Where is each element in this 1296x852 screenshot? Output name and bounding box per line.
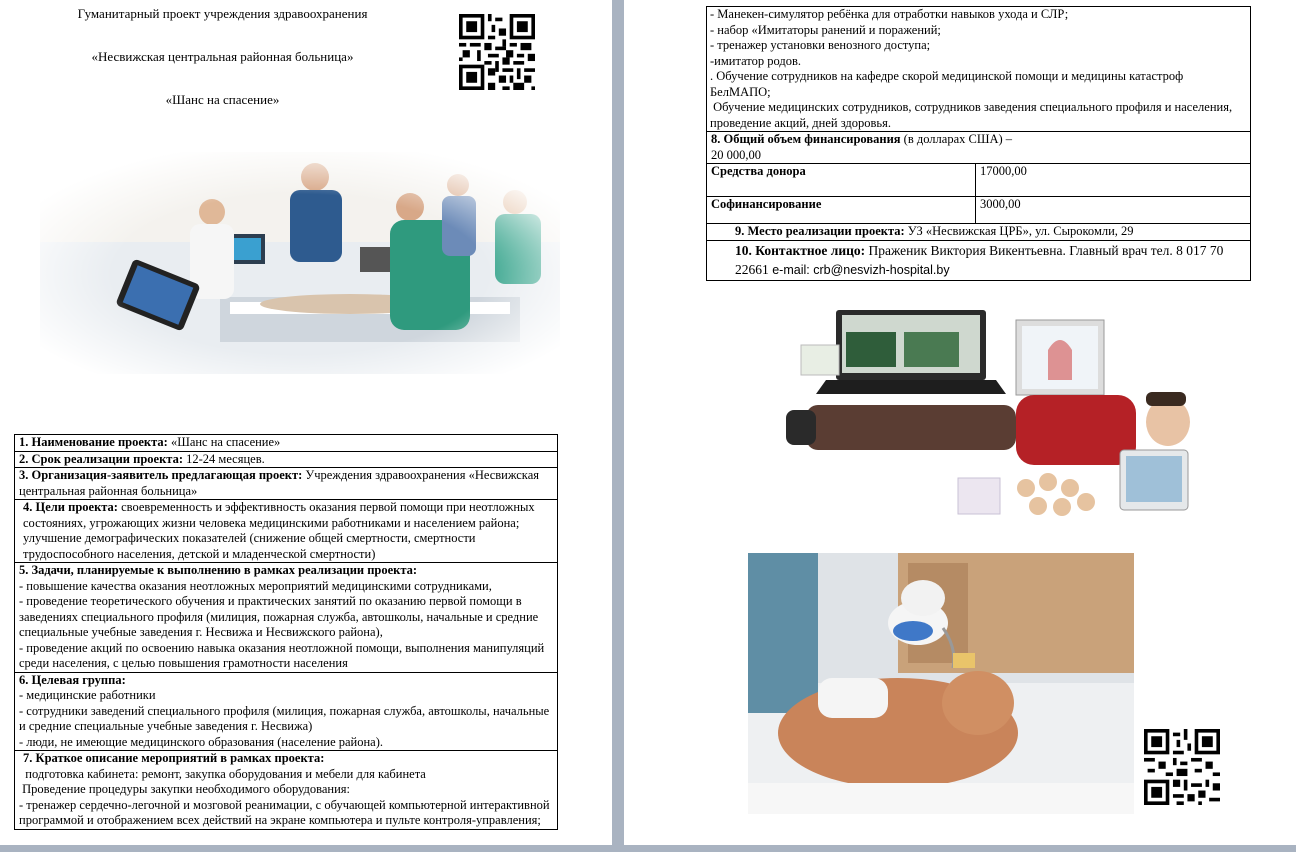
applicant-label: 3. Организация-заявитель предлагающая проект:	[19, 468, 303, 482]
project-name-label: 1. Наименование проекта:	[19, 435, 168, 449]
equipment-line-3: - тренажер установки венозного доступа;	[710, 38, 931, 52]
tasks-line-3: - проведение акций по освоению навыка оказания неотложной помощи, выполнения манипуляций среди населения, с целью повышения грамотности населения	[19, 640, 545, 670]
email-value[interactable]: crb@nesvizh-hospital.by	[809, 262, 950, 277]
tasks-label: 5. Задачи, планируемые к выполнению в рамках реализации проекта:	[19, 563, 418, 577]
activities-line-3: - тренажер сердечно-легочной и мозговой реанимации, с обучающей компьютерной интерактивной программой и отображением всех действий на экране компьютера и пульте контроля-управления;	[19, 797, 550, 827]
place-value: УЗ «Несвижская ЦРБ», ул. Сырокомли, 29	[904, 224, 1134, 238]
cofinancing-label: Софинансирование	[711, 197, 822, 211]
project-table-right	[706, 6, 1251, 281]
project-name-row	[15, 435, 558, 452]
project-term-label: 2. Срок реализации проекта:	[19, 451, 183, 466]
cofinancing-value: 3000,00	[980, 197, 1021, 211]
equipment-line-4: -имитатор родов.	[710, 53, 801, 68]
goals-label: 4. Цели проекта:	[23, 500, 118, 514]
contact-row	[707, 240, 1251, 280]
target-group-row	[15, 672, 558, 751]
target-group-line-3: - люди, не имеющие медицинского образования (население района).	[19, 734, 384, 749]
equipment-line-1: - Манекен-симулятор ребёнка для отработки навыков ухода и СЛР;	[710, 7, 1069, 21]
place-row	[707, 224, 1251, 241]
funding-label: 8. Общий объем финансирования	[711, 132, 901, 146]
applicant-row	[15, 468, 558, 500]
cofinancing-row	[707, 197, 1251, 224]
target-group-label: 6. Целевая группа:	[19, 672, 126, 687]
project-term-row	[15, 451, 558, 468]
equipment-line-5: . Обучение сотрудников на кафедре скорой медицинской помощи и медицины катастроф БелМАПО;	[710, 69, 1184, 99]
qr-code-icon	[1144, 729, 1220, 805]
left-page	[0, 0, 612, 845]
activities-row	[15, 751, 558, 830]
funding-total-row	[707, 132, 1251, 164]
project-name-value: «Шанс на спасение»	[167, 435, 281, 449]
header-line-3: «Шанс на спасение»	[165, 92, 280, 107]
funding-total: 20 000,00	[711, 147, 761, 162]
goals-value: своевременность и эффективность оказания первой помощи при неотложных состояниях, угрожающих жизни человека медицинскими работниками и населением района; улучшение демографических показателей (снижение общей смертности, смертности трудоспособного населения, детской и младенческой смертности)	[23, 500, 535, 561]
goals-row	[15, 500, 558, 563]
donor-row	[707, 164, 1251, 197]
contact-value: Праженик Виктория Викентьевна. Главный врач тел. 8 017 70 22661	[735, 242, 1224, 277]
qr-code-icon	[459, 14, 535, 90]
donor-value: 17000,00	[980, 164, 1027, 178]
infant-manikin-ventilation-photo	[748, 553, 1134, 814]
place-label: 9. Место реализации проекта:	[735, 224, 905, 238]
funding-unit: (в долларах США) –	[900, 132, 1013, 146]
equipment-line-6: Обучение медицинских сотрудников, сотрудников заведения специального профиля и населения, проведение акций, дней здоровья.	[710, 100, 1236, 130]
medical-team-training-photo	[40, 152, 560, 374]
project-term-value: 12-24 месяцев.	[183, 451, 265, 466]
activities-line-1: подготовка кабинета: ремонт, закупка оборудования и мебели для кабинета	[19, 766, 426, 781]
tasks-line-2: - проведение теоретического обучения и практических занятий по оказанию первой помощи в заведениях специального профиля (милиция, пожарная служба, автошколы, начальные и средние специальные учебные заведения г. Несвижа и Несвижского района),	[19, 594, 539, 639]
tasks-row	[15, 563, 558, 673]
activities-label: 7. Краткое описание мероприятий в рамках проекта:	[23, 751, 325, 765]
right-page	[624, 0, 1296, 845]
equipment-line-2: - набор «Имитаторы ранений и поражений;	[710, 22, 941, 37]
project-table-left	[14, 434, 558, 830]
donor-label: Средства донора	[711, 164, 806, 178]
tasks-line-1: - повышение качества оказания неотложных мероприятий медицинскими сотрудниками,	[19, 578, 492, 593]
contact-label: 10. Контактное лицо:	[735, 242, 866, 258]
equipment-row	[707, 7, 1251, 132]
activities-line-2: Проведение процедуры закупки необходимого оборудования:	[19, 782, 351, 796]
applicant-value: Учреждения здравоохранения «Несвижская центральная районная больница»	[19, 468, 539, 498]
target-group-line-1: - медицинские работники	[19, 688, 156, 702]
target-group-line-2: - сотрудники заведений специального профиля (милиция, пожарная служба, автошколы, начальные и средние специальные учебные заведения г. Несвижа)	[19, 703, 550, 733]
cpr-manikin-with-laptop-photo	[786, 310, 1196, 522]
header-line-2: «Несвижская центральная районная больница»	[91, 49, 354, 64]
header-line-1: Гуманитарный проект учреждения здравоохранения	[77, 6, 368, 21]
email-label: e-mail:	[768, 262, 810, 277]
